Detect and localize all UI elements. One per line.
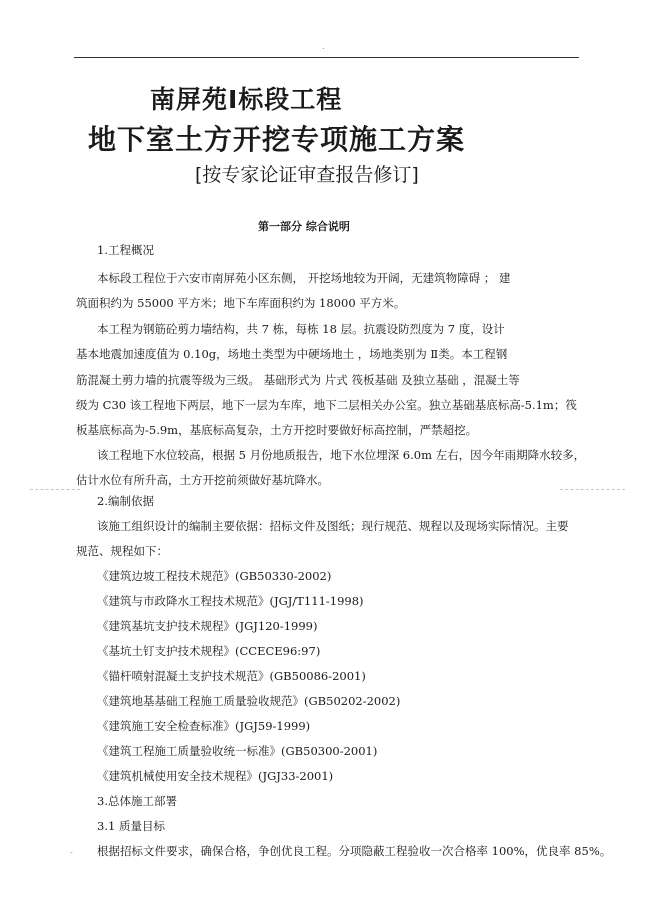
section-heading-deployment: 3.总体施工部署: [97, 794, 177, 808]
subsection-heading-quality: 3.1 质量目标: [97, 819, 165, 833]
standard-item: 《建筑地基基础工程施工质量验收规范》(GB50202-2002): [97, 694, 401, 708]
paragraph-line: 该工程地下水位较高，根据 5 月份地质报告，地下水位埋深 6.0m 左右，因今年雨期降水较多，: [97, 448, 586, 462]
standard-item: 《建筑边坡工程技术规范》(GB50330-2002): [97, 569, 332, 583]
standard-item: 《建筑基坑支护技术规程》(JGJ120-1999): [97, 619, 318, 633]
standard-item: 《建筑工程施工质量验收统一标准》(GB50300-2001): [97, 744, 378, 758]
document-title: 地下室土方开挖专项施工方案: [88, 123, 466, 156]
standard-item: 《锚杆喷射混凝土支护技术规范》(GB50086-2001): [97, 669, 366, 683]
standard-item: 《建筑机械使用安全技术规程》(JGJ33-2001): [97, 769, 334, 783]
paragraph-line: 基本地震加速度值为 0.10g，场地土类型为中硬场地土 ，场地类别为 Ⅱ类。本工程钢: [76, 347, 508, 361]
standard-item: 《基坑土钉支护技术规程》(CCECE96:97): [97, 644, 321, 658]
paragraph-line: 板基底标高为-5.9m，基底标高复杂，土方开挖时要做好标高控制，严禁超挖。: [76, 423, 478, 437]
dashed-divider-left: [30, 489, 80, 490]
header-rule: [74, 57, 579, 58]
standard-item: 《建筑与市政降水工程技术规范》(JGJ/T111-1998): [97, 594, 364, 608]
paragraph-line: 估计水位有所升高，土方开挖前须做好基坑降水。: [76, 473, 329, 487]
paragraph-line: 本工程为钢筋砼剪力墙结构，共 7 栋，每栋 18 层。抗震设防烈度为 7 度，设计: [97, 322, 505, 336]
paragraph-line: 该施工组织设计的编制主要依据：招标文件及图纸；现行规范、规程以及现场实际情况。主要: [97, 519, 569, 533]
paragraph-line: 筋混凝土剪力墙的抗震等级为三级。 基础形式为 片式 筏板基础 及独立基础 ，混凝土等: [76, 373, 520, 387]
paragraph-line: 筑面积约为 55000 平方米；地下车库面积约为 18000 平方米。: [76, 296, 406, 310]
paragraph-line: 根据招标文件要求，确保合格，争创优良工程。分项隐蔽工程验收一次合格率 100%，优良率 85%。: [97, 844, 612, 858]
document-subtitle: [按专家论证审查报告修订]: [195, 164, 419, 186]
section-heading-basis: 2.编制依据: [97, 494, 154, 508]
standard-item: 《建筑施工安全检查标准》(JGJ59-1999): [97, 719, 311, 733]
paragraph-line: 本标段工程位于六安市南屏苑小区东侧， 开挖场地较为开阔，无建筑物障碍 ； 建: [97, 271, 511, 285]
part-heading: 第一部分 综合说明: [258, 220, 350, 233]
section-heading-overview: 1.工程概况: [97, 243, 154, 257]
paragraph-line: 规范、规程如下：: [76, 544, 168, 558]
footer-mark: -: [70, 848, 73, 857]
dashed-divider-right: [560, 489, 625, 490]
header-dot: .: [322, 42, 325, 52]
paragraph-line: 级为 C30 该工程地下两层，地下一层为车库，地下二层相关办公室。独立基础基底标高-5.1m；筏: [76, 398, 577, 412]
project-title: 南屏苑Ⅰ标段工程: [150, 85, 343, 114]
